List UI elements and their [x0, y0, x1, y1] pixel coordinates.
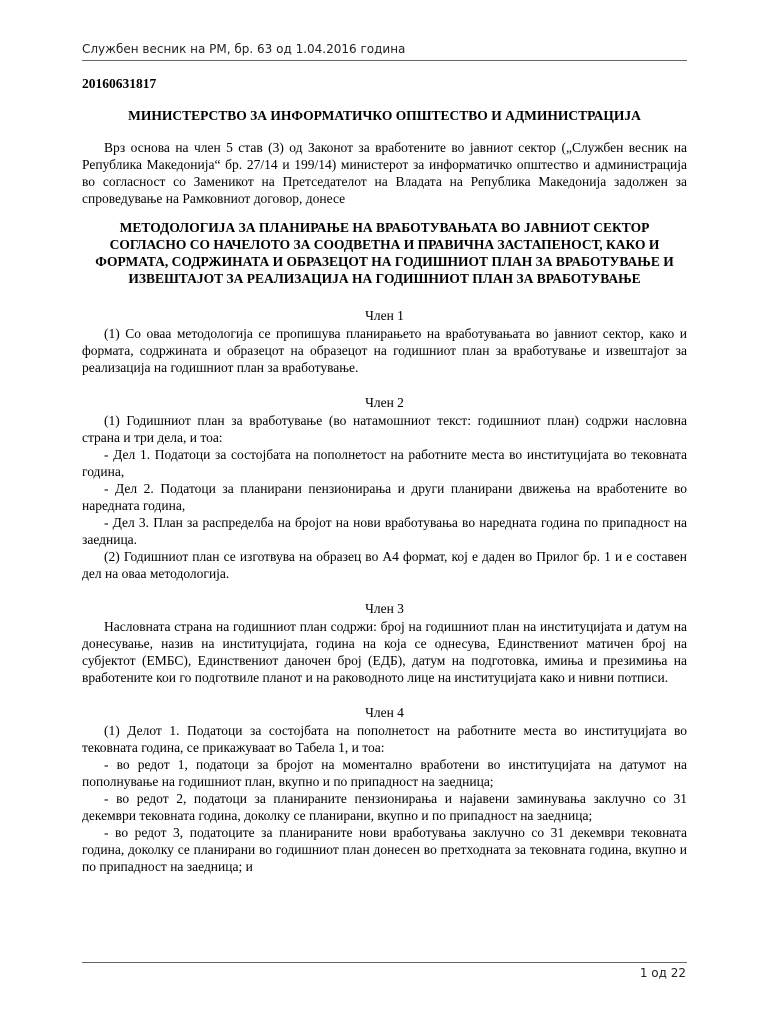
footer-divider: [82, 962, 687, 963]
article-3: [82, 600, 687, 686]
article-4: [82, 704, 687, 875]
article-heading: Член 1: [365, 308, 404, 323]
article-heading: Член 2: [365, 395, 404, 410]
article-paragraph: (1) Годишниот план за вработување (во натамошниот текст: годишниот план) содржи насловна страна и три дела, и тоа:: [82, 413, 687, 445]
article-paragraph: - Дел 1. Податоци за состојбата на пополнетост на работните места во институцијата во тековната година,: [82, 447, 687, 479]
article-2: [82, 394, 687, 582]
article-paragraph: (1) Делот 1. Податоци за состојбата на пополнетост на работните места во институцијата во тековната година, се прикажуваат во Табела 1, и тоа:: [82, 723, 687, 755]
article-paragraph: (2) Годишниот план се изготвува на образец во А4 формат, кој е даден во Прилог бр. 1 и е составен дел на оваа методологија.: [82, 549, 687, 581]
article-paragraph: - Дел 3. План за распределба на бројот на нови вработувања во наредната година по припадност на заедница.: [82, 515, 687, 547]
preamble: Врз основа на член 5 став (3) од Законот за вработените во јавниот сектор („Службен весник на Република Македонија“ бр. 27/14 и 199/14) министерот за информатичко општество и администрација во согласност со Заменикот на Претседателот на Владата на Република Македонија задолжен за спроведување на Рамковниот договор, донесе: [82, 140, 687, 206]
document-number: 20160631817: [82, 76, 157, 91]
article-paragraph: - во редот 2, податоци за планираните пензионирања и најавени заминувања заклучно со 31 декември тековната година, доколку се планирани, вкупно и по припадност на заедница;: [82, 791, 687, 823]
article-paragraph: - во редот 1, податоци за бројот на моментално вработени во институцијата на датумот на пополнување на годишниот план, вкупно и по припадност на заедница;: [82, 757, 687, 789]
ministry-heading: МИНИСТЕРСТВО ЗА ИНФОРМАТИЧКО ОПШТЕСТВО И АДМИНИСТРАЦИЈА: [128, 108, 641, 123]
article-heading: Член 3: [365, 601, 404, 616]
document-title: МЕТОДОЛОГИЈА ЗА ПЛАНИРАЊЕ НА ВРАБОТУВАЊАТА ВО ЈАВНИОТ СЕКТОР СОГЛАСНО СО НАЧЕЛОТО ЗА СООДВЕТНА И ПРАВИЧНА ЗАСТАПЕНОСТ, КАКО И ФОРМАТА, СОДРЖИНАТА И ОБРАЗЕЦОТ НА ГОДИШНИОТ ПЛАН ЗА ВРАБОТУВАЊЕ И ИЗВЕШТАЈОТ ЗА РЕАЛИЗАЦИЈА НА ГОДИШНИОТ ПЛАН ЗА ВРАБОТУВАЊЕ: [95, 220, 674, 286]
article-paragraph: - Дел 2. Податоци за планирани пензионирања и други планирани движења на вработените во наредната година,: [82, 481, 687, 513]
article-paragraph: - во редот 3, податоците за планираните нови вработувања заклучно со 31 декември тековната година, доколку се планирани во годишниот план донесен во претходната за тековната година, вкупно и по припадност на заедница; и: [82, 825, 687, 874]
document-body: [82, 76, 687, 893]
article-paragraph: (1) Со оваа методологија се пропишува планирањето на вработувањата во јавниот сектор, како и формата, содржината и образецот на образецот на годишниот план за вработување и извештајот за реализација на годишниот план за вработување.: [82, 326, 687, 375]
page-number: 1 од 22: [639, 966, 686, 980]
article-1: [82, 307, 687, 376]
article-heading: Член 4: [365, 705, 404, 720]
article-paragraph: Насловната страна на годишниот план содржи: број на годишниот план на институцијата и датум на донесување, назив на институцијата, година на која се однесува, Единствениот матичен број на субјектот (ЕМБС), Единствениот даночен број (ЕДБ), датум на подготовка, имиња и презимиња на вработените кои го подготвиле планот и на раководното лице на институцијата како и нивни потписи.: [82, 619, 687, 685]
page-header: Службен весник на РМ, бр. 63 од 1.04.2016 година: [82, 42, 687, 61]
